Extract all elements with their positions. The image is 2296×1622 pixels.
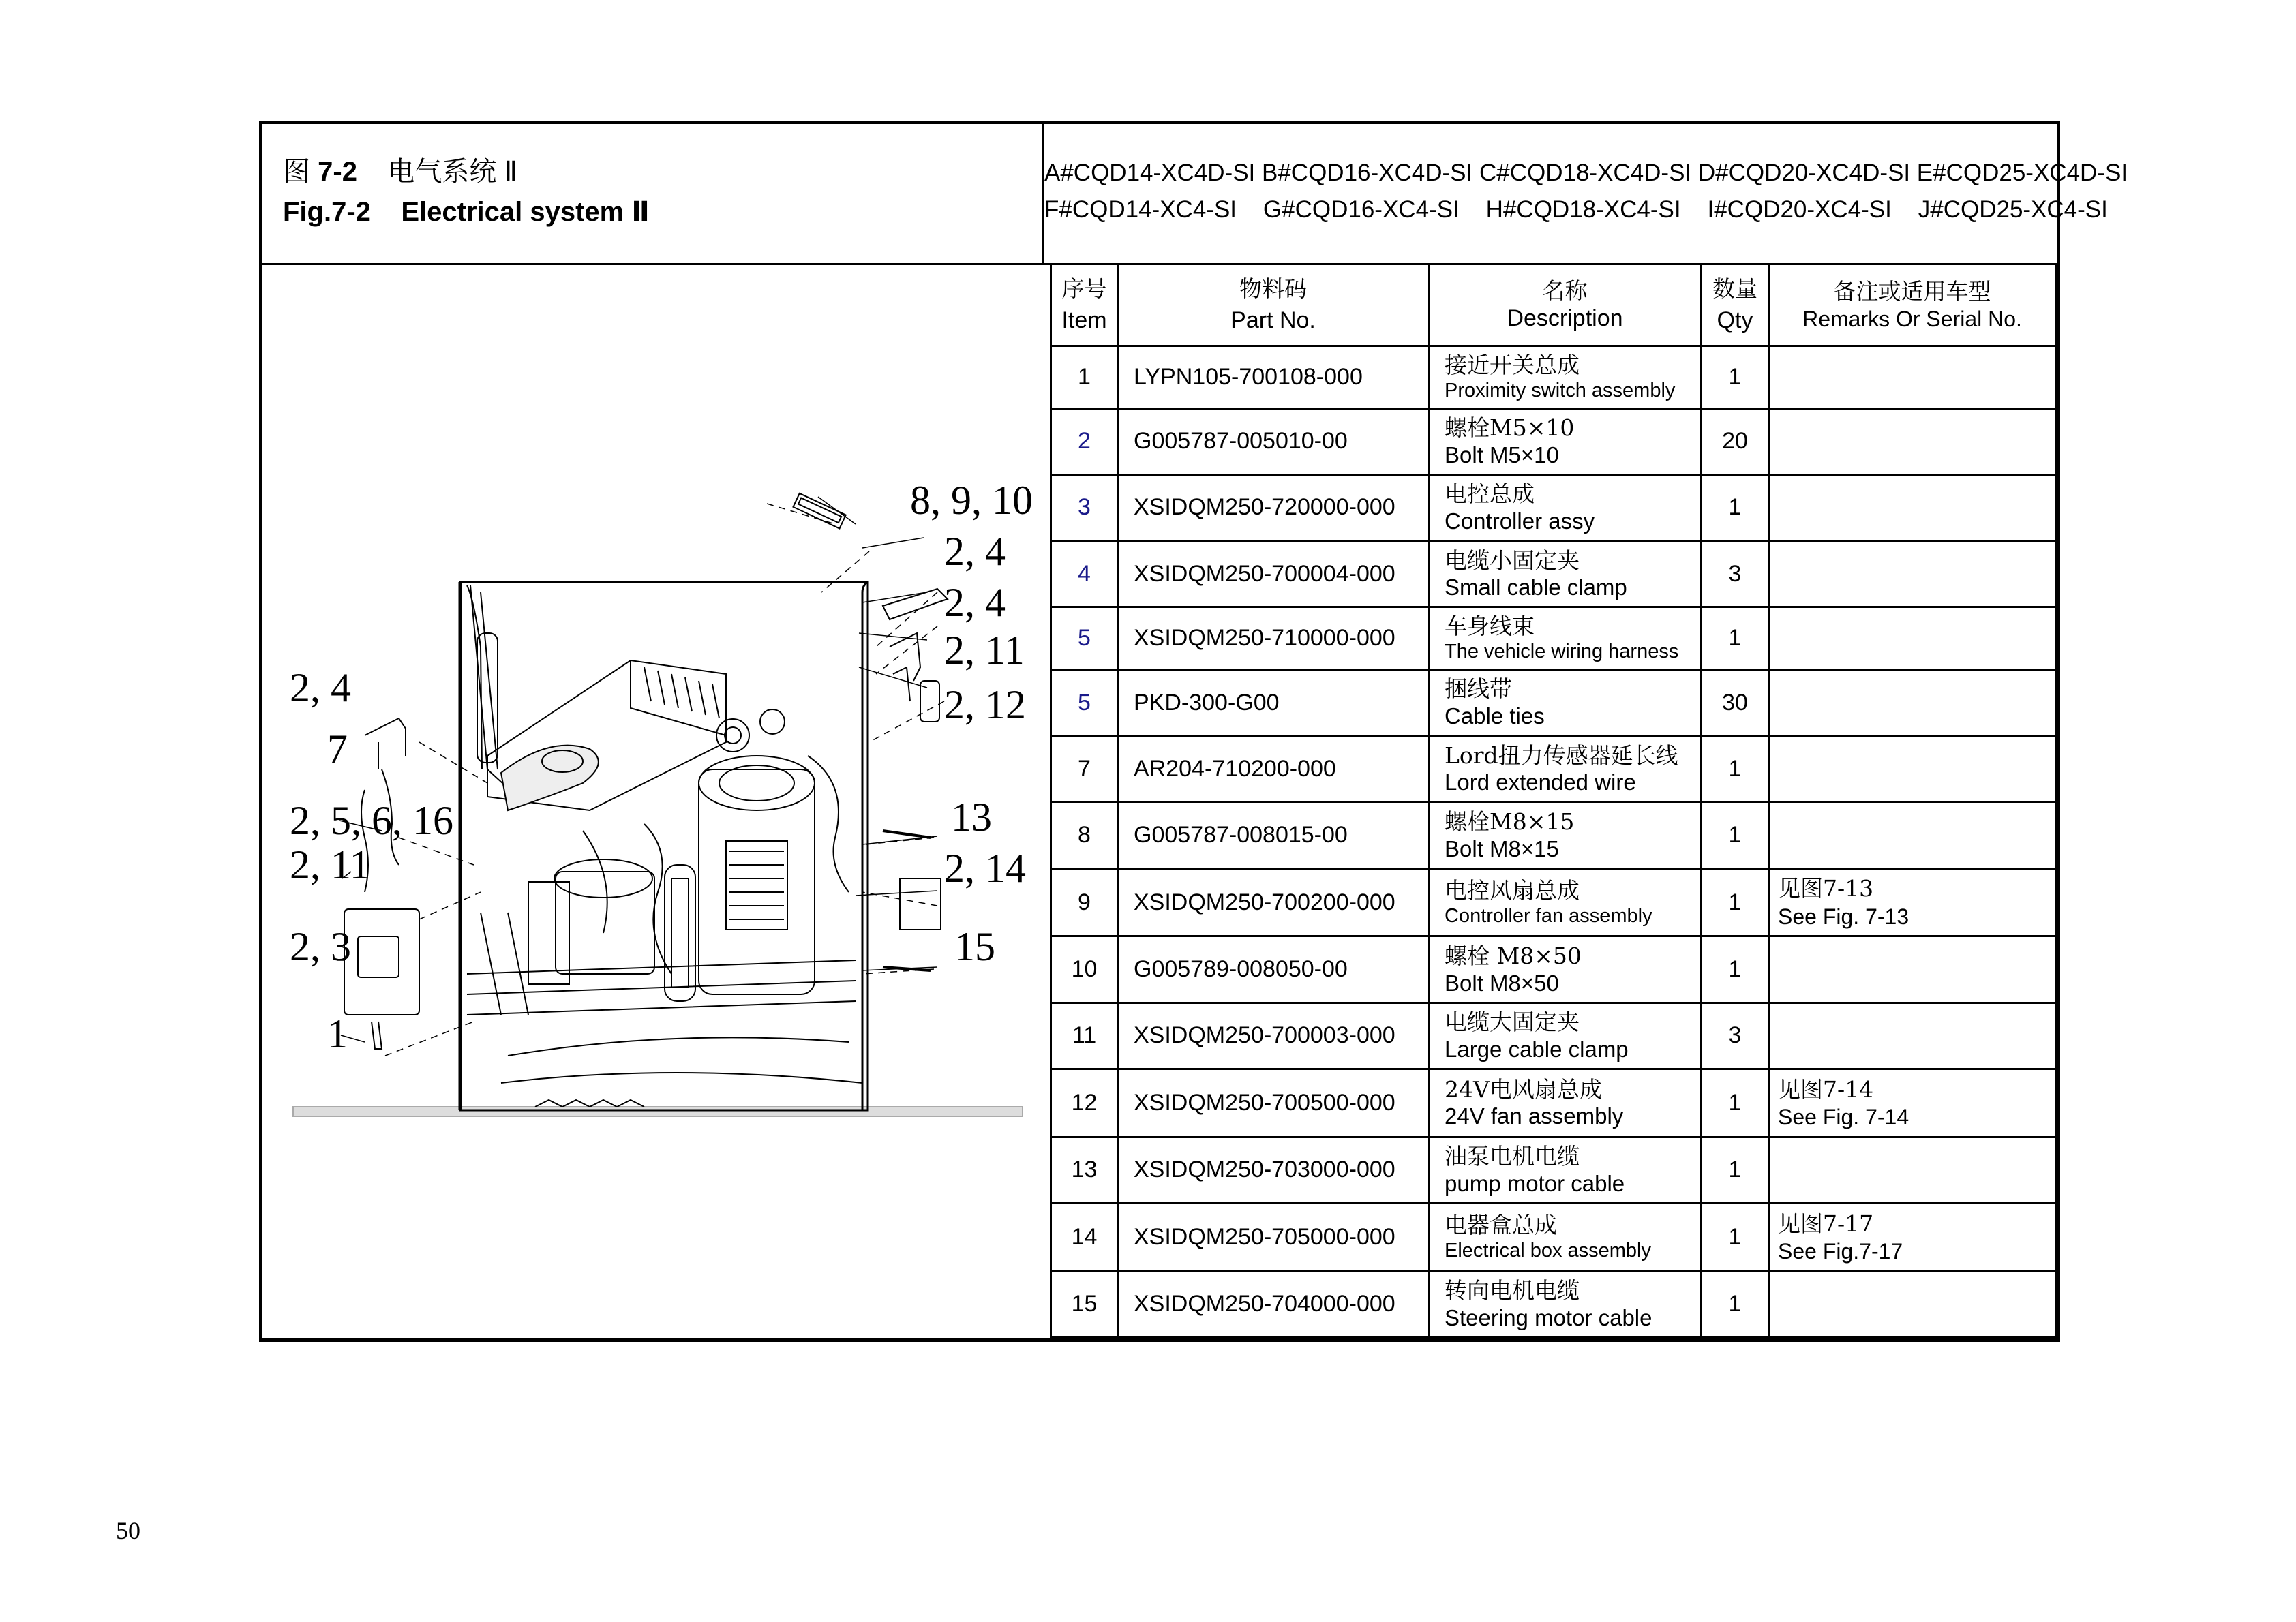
- table-row: 2 G005787-005010-00 螺栓M5×10 Bolt M5×10 20: [1051, 408, 2056, 474]
- table-row: 4 XSIDQM250-700004-000 电缆小固定夹 Small cable clamp 3: [1051, 541, 2056, 607]
- figure-title-cn: 图 7-2 电气系统 Ⅱ: [283, 157, 518, 187]
- callout-2-12: 2, 12: [944, 682, 1026, 727]
- callout-2-5-6-16: 2, 5, 6, 16: [290, 798, 453, 843]
- models-line-2: F#CQD14-XC4-SI G#CQD16-XC4-SI H#CQD18-XC4-SI I#CQD20-XC4-SI J#CQD25-XC4-SI: [1044, 196, 2108, 223]
- callout-1: 1: [327, 1011, 348, 1056]
- callout-13: 13: [951, 795, 992, 840]
- forklift-electrical-drawing: [262, 265, 1050, 1341]
- callout-2-3: 2, 3: [290, 924, 351, 969]
- callout-2-11-left: 2, 11: [290, 842, 370, 887]
- applicable-models: [1044, 124, 2128, 263]
- table-row: 15 XSIDQM250-704000-000 转向电机电缆 Steering motor cable 1: [1051, 1271, 2056, 1337]
- callout-2-11-right: 2, 11: [944, 628, 1025, 673]
- callout-15: 15: [954, 924, 995, 969]
- table-row: 13 XSIDQM250-703000-000 油泵电机电缆 pump motor cable 1: [1051, 1137, 2056, 1203]
- figure-frame: [259, 121, 2128, 1342]
- table-row: 14 XSIDQM250-705000-000 电器盒总成 Electrical box assembly 1 见图7-17 See Fig.7-17: [1051, 1203, 2056, 1271]
- callout-2-14: 2, 14: [944, 846, 1026, 891]
- callout-2-4-b: 2, 4: [944, 580, 1006, 625]
- figure-header: [262, 124, 2128, 265]
- table-row: 8 G005787-008015-00 螺栓M8×15 Bolt M8×15 1: [1051, 802, 2056, 868]
- figure-title-en: Fig.7-2 Electrical system Ⅱ: [283, 197, 650, 227]
- col-remarks: 备注或适用车型 Remarks Or Serial No.: [1769, 264, 2056, 346]
- callout-7: 7: [327, 726, 348, 771]
- callout-2-4-left: 2, 4: [290, 665, 351, 710]
- table-row: 11 XSIDQM250-700003-000 电缆大固定夹 Large cable clamp 3: [1051, 1003, 2056, 1069]
- callout-8-9-10: 8, 9, 10: [910, 478, 1033, 523]
- col-part-no: 物料码 Part No.: [1118, 264, 1429, 346]
- table-row: 12 XSIDQM250-700500-000 24V电风扇总成 24V fan assembly 1 见图7-14 See Fig. 7-14: [1051, 1069, 2056, 1137]
- table-row: 10 G005789-008050-00 螺栓 M8×50 Bolt M8×50 1: [1051, 936, 2056, 1003]
- col-qty: 数量 Qty: [1702, 264, 1769, 346]
- parts-table: [1050, 263, 2057, 1338]
- table-row: 3 XSIDQM250-720000-000 电控总成 Controller assy 1: [1051, 474, 2056, 540]
- table-row: 1 LYPN105-700108-000 接近开关总成 Proximity switch assembly 1: [1051, 346, 2056, 409]
- table-row: 5 XSIDQM250-710000-000 车身线束 The vehicle wiring harness 1: [1051, 607, 2056, 670]
- callout-2-4-a: 2, 4: [944, 529, 1006, 574]
- exploded-diagram: [262, 265, 1050, 1341]
- col-item: 序号 Item: [1051, 264, 1118, 346]
- page-number: 50: [116, 1517, 140, 1544]
- table-header-row: [1051, 264, 2056, 346]
- table-row: 5 PKD-300-G00 捆线带 Cable ties 30: [1051, 669, 2056, 735]
- table-row: 7 AR204-710200-000 Lord扭力传感器延长线 Lord extended wire 1: [1051, 736, 2056, 802]
- table-row: 9 XSIDQM250-700200-000 电控风扇总成 Controller fan assembly 1 见图7-13 See Fig. 7-13: [1051, 868, 2056, 936]
- models-line-1: A#CQD14-XC4D-SI B#CQD16-XC4D-SI C#CQD18-XC4D-SI D#CQD20-XC4D-SI E#CQD25-XC4D-SI: [1044, 159, 2128, 186]
- figure-title-block: [262, 124, 1044, 263]
- col-description: 名称 Description: [1429, 264, 1702, 346]
